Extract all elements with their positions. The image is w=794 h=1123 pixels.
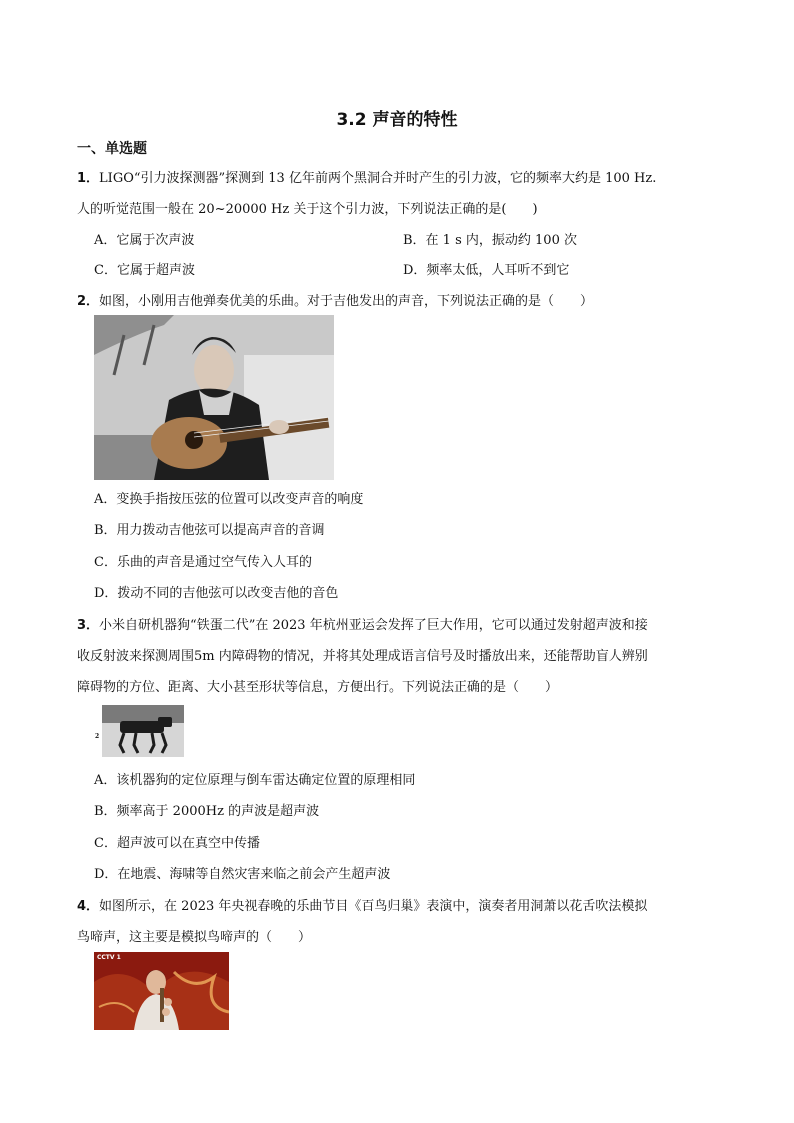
q1-option-b: B．在 1 s 内，振动约 100 次	[403, 233, 577, 248]
q1-option-c: C．它属于超声波	[94, 263, 195, 278]
q2-text-1: 如图，小刚用吉他弹奏优美的乐曲。对于吉他发出的声音，下列说法正确的是（ ）	[99, 294, 594, 309]
q4-line1	[77, 895, 647, 914]
q2-option-d: D．拨动不同的吉他弦可以改变吉他的音色	[94, 586, 339, 601]
q1-text-1: LIGO“引力波探测器”探测到 13 亿年前两个黑洞合并时产生的引力波，它的频率大约是 100 Hz.	[99, 171, 657, 186]
q1-line2: 人的听觉范围一般在 20~20000 Hz 关于这个引力波，下列说法正确的是( )	[77, 202, 538, 217]
q3-option-a: A．该机器狗的定位原理与倒车雷达确定位置的原理相同	[94, 773, 416, 788]
q3-option-c: C．超声波可以在真空中传播	[94, 836, 260, 851]
q3-line2: 收反射波来探测周围5m 内障碍物的情况，并将其处理成语言信号及时播放出来，还能帮助盲人辨别	[77, 649, 648, 664]
q3-line3: 障碍物的方位、距离、大小甚至形状等信息，方便出行。下列说法正确的是（ ）	[77, 680, 559, 695]
q3-option-d: D．在地震、海啸等自然灾害来临之前会产生超声波	[94, 867, 391, 882]
q3-figure-number: 2	[95, 733, 100, 740]
q2-option-c: C．乐曲的声音是通过空气传入人耳的	[94, 555, 312, 570]
q3-number: 3．	[77, 618, 100, 633]
q3-option-b: B．频率高于 2000Hz 的声波是超声波	[94, 804, 320, 819]
q3-line1	[77, 614, 648, 633]
q4-line2: 鸟啼声，这主要是模拟鸟啼声的（ ）	[77, 930, 312, 945]
performer-photo	[94, 952, 229, 1030]
q2-line1	[77, 290, 593, 309]
cctv-logo: CCTV 1	[97, 954, 121, 961]
q1-option-d: D．频率太低，人耳听不到它	[403, 263, 570, 278]
guitar-player-photo	[94, 315, 334, 480]
section-heading: 一、单选题	[77, 141, 147, 157]
q1-option-a: A．它属于次声波	[94, 233, 195, 248]
q4-number: 4．	[77, 899, 100, 914]
q2-number: 2．	[77, 294, 100, 309]
robot-dog-photo	[102, 705, 184, 757]
q4-text-1: 如图所示，在 2023 年央视春晚的乐曲节目《百鸟归巢》表演中，演奏者用洞萧以花舌吹法模拟	[99, 899, 648, 914]
q2-option-a: A．变换手指按压弦的位置可以改变声音的响度	[94, 492, 364, 507]
q2-option-b: B．用力拨动吉他弦可以提高声音的音调	[94, 523, 325, 538]
q1-line1	[77, 167, 656, 186]
page-title: 3.2 声音的特性	[336, 110, 458, 130]
q3-text-1: 小米自研机器狗“铁蛋二代”在 2023 年杭州亚运会发挥了巨大作用，它可以通过发射超声波和接	[99, 618, 648, 633]
q1-number: 1．	[77, 171, 100, 186]
